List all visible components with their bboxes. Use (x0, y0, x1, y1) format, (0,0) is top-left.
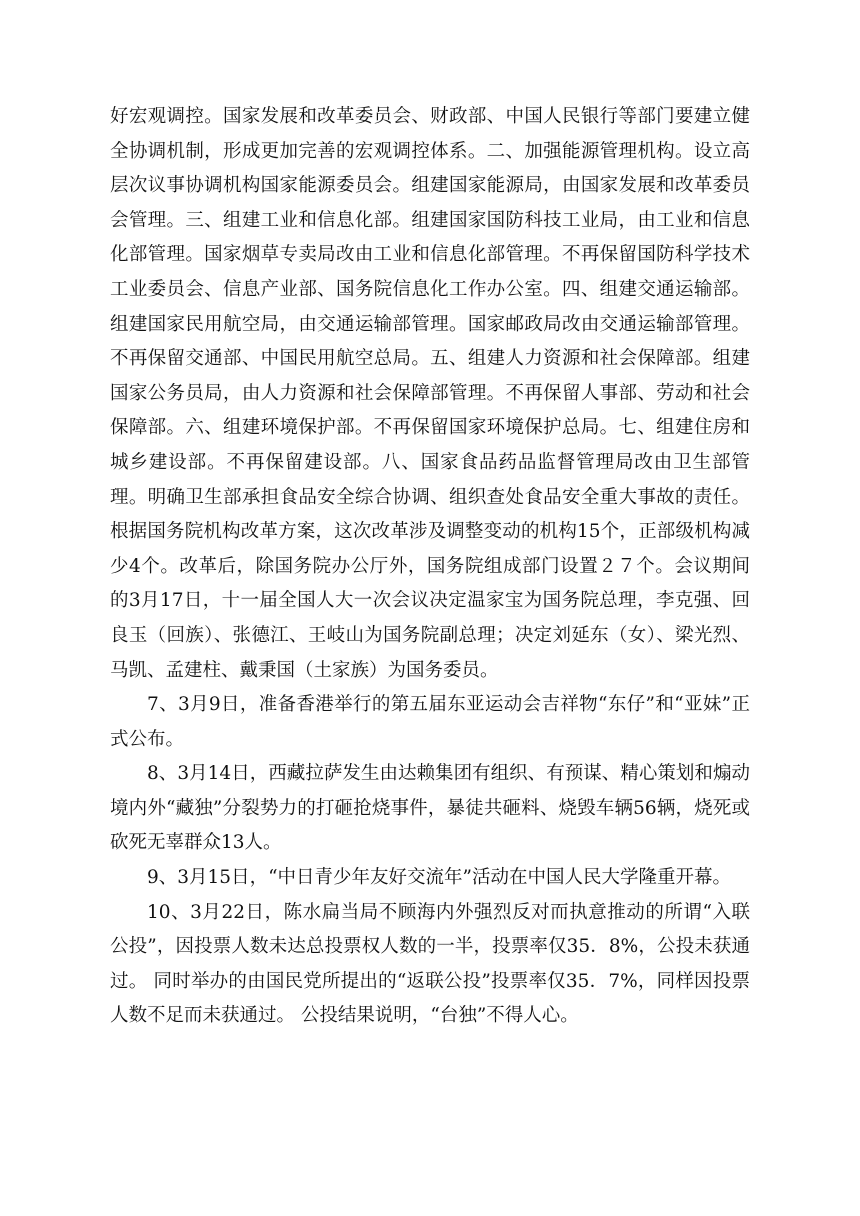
paragraph-continuation: 好宏观调控。国家发展和改革委员会、财政部、中国人民银行等部门要建立健全协调机制，形成更加完善的宏观调控体系。二、加强能源管理机构。设立高层次议事协调机构国家能源委员会。组建国家能源局，由国家发展和改革委员会管理。三、组建工业和信息化部。组建国家国防科技工业局，由工业和信息化部管理。国家烟草专卖局改由工业和信息化部管理。不再保留国防科学技术工业委员会、信息产业部、国务院信息化工作办公室。四、组建交通运输部。组建国家民用航空局，由交通运输部管理。国家邮政局改由交通运输部管理。不再保留交通部、中国民用航空总局。五、组建人力资源和社会保障部。组建国家公务员局，由人力资源和社会保障部管理。不再保留人事部、劳动和社会保障部。六、组建环境保护部。不再保留国家环境保护总局。七、组建住房和城乡建设部。不再保留建设部。八、国家食品药品监督管理局改由卫生部管理。明确卫生部承担食品安全综合协调、组织查处食品安全重大事故的责任。根据国务院机构改革方案，这次改革涉及调整变动的机构15个，正部级机构减少4个。改革后，除国务院办公厅外，国务院组成部门设置２７个。会议期间的3月17日，十一届全国人大一次会议决定温家宝为国务院总理，李克强、回良玉（回族）、张德江、王岐山为国务院副总理；决定刘延东（女）、梁光烈、马凯、孟建柱、戴秉国（土家族）为国务委员。 (110, 106, 750, 681)
paragraph-item-10: 10、3月22日，陈水扁当局不顾海内外强烈反对而执意推动的所谓“入联公投”，因投票人数未达总投票权人数的一半，投票率仅35．8%，公投未获通过。 同时举办的由国民党所提出的“返联公投”投票率仅35．7%，同样因投票人数不足而未获通过。 公投结果说明，“台独”不得人心。 (110, 901, 750, 1027)
paragraph-item-9: 9、3月15日，“中日青少年友好交流年”活动在中国人民大学隆重开幕。 (147, 867, 731, 889)
document-body (110, 100, 750, 1034)
paragraph-item-8: 8、3月14日，西藏拉萨发生由达赖集团有组织、有预谋、精心策划和煽动境内外“藏独”分裂势力的打砸抢烧事件，暴徒共砸料、烧毁车辆56辆，烧死或砍死无辜群众13人。 (110, 763, 750, 854)
paragraph-item-7: 7、3月9日，准备香港举行的第五届东亚运动会吉祥物“东仔”和“亚妹”正式公布。 (110, 694, 750, 750)
